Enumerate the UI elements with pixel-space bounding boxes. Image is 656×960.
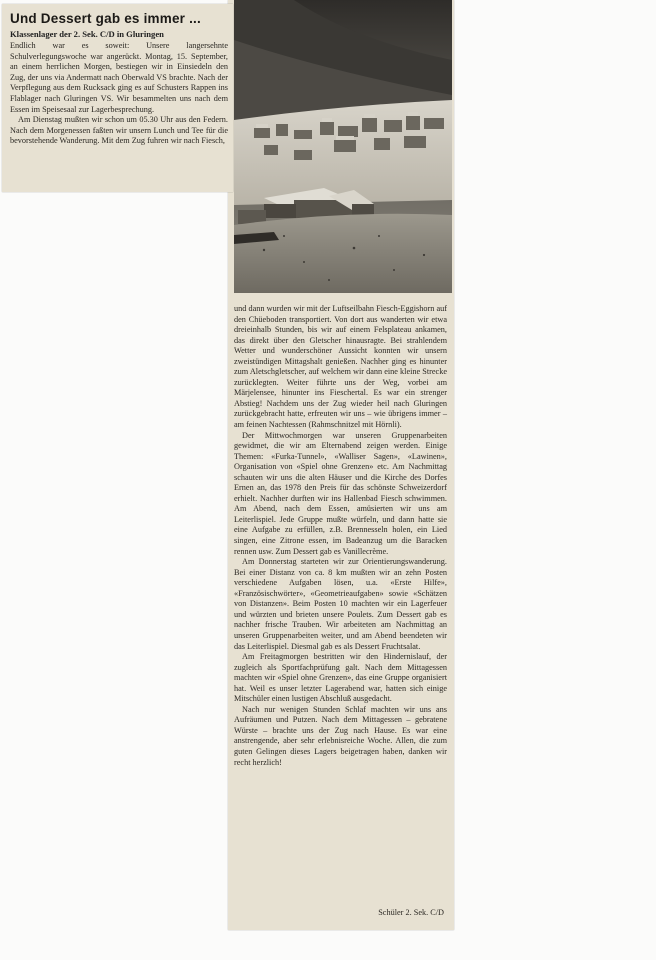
article-body-column-1	[10, 41, 228, 147]
article-headline: Und Dessert gab es immer ...	[10, 11, 201, 26]
paragraph: Am Freitagmorgen bestritten wir den Hindernislauf, der zugleich als Sportfachprüfung galt. Nach dem Mittagessen machten wir «Spiel ohne Grenzen», das eine Gruppe organisiert hat. Weil es unser letzter Lagerabend war, hatten sich einige Mitschüler einen lustigen Abschluß ausgedacht.	[234, 652, 447, 704]
paragraph: Endlich war es soweit: Unsere langersehnte Schulverlegungswoche war angerückt. Montag, 15. September, an einem herrlichen Morgen, bestiegen wir in Einsiedeln den Zug, der uns via Andermatt nach Oberwald VS brachte. Nach der Verpflegung aus dem Rucksack ging es auf Schusters Rappen ins Flablager nach Gluringen VS. Wir besammelten uns nach dem Essen im Speisesaal zur Lagerbesprechung.	[10, 41, 228, 114]
paragraph: und dann wurden wir mit der Luftseilbahn Fiesch-Eggishorn auf den Chüeboden transportiert. Von dort aus wanderten wir etwa dreieinhalb Stunden, bis wir auf einem Felsplateau ankamen, das direkt über den Gletscher hinausragte. Bei strahlendem Wetter und wunderschöner Aussicht konnten wir unsern zweistündigen Mittagshalt genießen. Nachher ging es hinunter zum Aletschgletscher, auf welchem wir dann eine kleine Strecke zurücklegten. Weiter führte uns der Weg, vorbei am Märjelensee, hinunter ins Fieschertal. Es war ein strenger Abstieg! Nachdem uns der Zug wieder heil nach Gluringen zurückgebracht hatte, erfreuten wir uns – wie übrigens immer – am feinen Nachtessen (Rahmschnitzel mit Hörnli).	[234, 304, 447, 430]
article-subheadline: Klassenlager der 2. Sek. C/D in Gluringen	[10, 29, 164, 39]
paragraph: Am Dienstag mußten wir schon um 05.30 Uhr aus den Federn. Nach dem Morgenessen faßten wir unsern Lunch und Tee für die bevorstehende Wanderung. Mit dem Zug fuhren wir nach Fiesch,	[10, 115, 228, 146]
article-clipping-top	[2, 4, 233, 192]
article-clipping-main	[228, 0, 454, 930]
author-signature: Schüler 2. Sek. C/D	[378, 908, 444, 917]
photo-image	[234, 0, 452, 293]
mountain-village-photo	[234, 0, 452, 293]
paragraph: Der Mittwochmorgen war unseren Gruppenarbeiten gewidmet, die wir am Elternabend zeigen werden. Einige Themen: «Furka-Tunnel», «Walliser Sagen», «Lawinen», Organisation von «Spiel ohne Grenzen» etc. Am Nachmittag schauten wir uns die alten Häuser und die Kirche des Dorfes Ernen an, das 1978 den Preis für das schönste Schweizerdorf erhielt. Nachher durften wir ins Hallenbad Fiesch schwimmen. Am Abend, nach dem Essen, amüsierten wir uns am Leiterlispiel. Jede Gruppe mußte würfeln, und dann hatte sie eine Aufgabe zu erfüllen, z.B. Brennesseln holen, ein Lied singen, eine Zitrone essen, im Badeanzug um die Baracken rennen usw. Zum Dessert gab es Vanillecrème.	[234, 430, 447, 556]
paragraph: Nach nur wenigen Stunden Schlaf machten wir uns ans Aufräumen und Putzen. Nach dem Mittagessen – gebratene Würste – brachte uns der Zug nach Hause. Es war eine anstrengende, aber sehr erlebnisreiche Woche. Allen, die zum guten Gelingen dieses Lagers beigetragen haben, danken wir recht herzlich!	[234, 704, 447, 767]
article-body-column-2	[234, 304, 447, 768]
paragraph: Am Donnerstag starteten wir zur Orientierungswanderung. Bei einer Distanz von ca. 8 km mußten wir an zehn Posten verschiedene Aufgaben lösen, u.a. «Erste Hilfe», «Französischwörter», «Geometrieaufgaben» sowie «Schätzen von Distanzen». Beim Posten 10 machten wir ein Lagerfeuer und würzten und brieten unsere Poulets. Zum Dessert gab es nachher frische Trauben. Wir arbeiteten am Nachmittag an unseren Gruppenarbeiten weiter, und am Abend beendeten wir das Leiterlispiel. Diesmal gab es als Dessert Fruchtsalat.	[234, 557, 447, 651]
